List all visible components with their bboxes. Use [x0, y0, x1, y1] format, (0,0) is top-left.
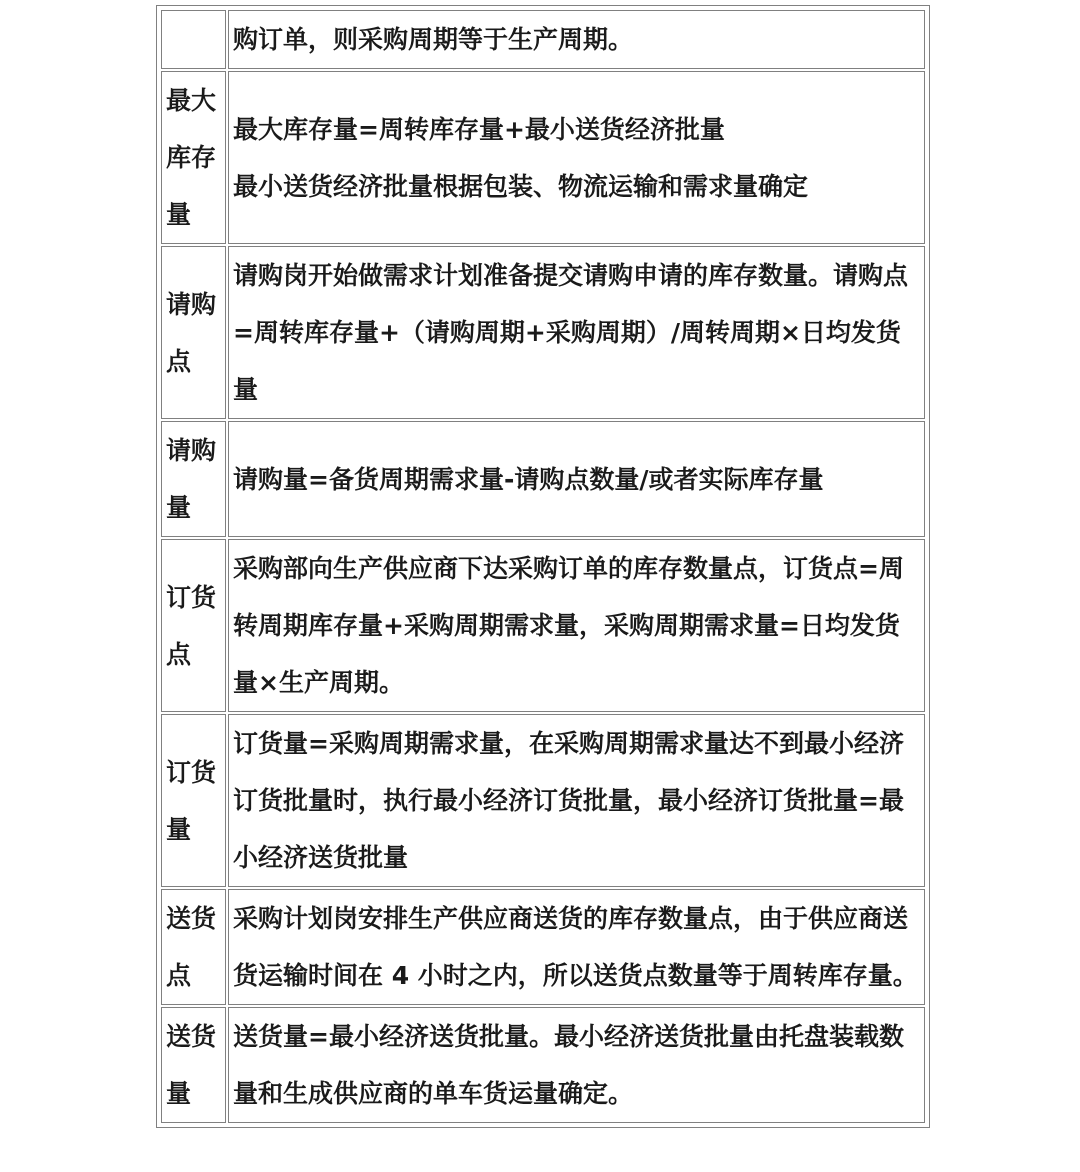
definition-text: 采购部向生产供应商下达采购订单的库存数量点，订货点=周转周期库存量+采购周期需求量，采购周期需求量=日均发货量×生产周期。: [233, 554, 904, 697]
term-cell: 请购点: [161, 246, 226, 419]
definition-cell: [228, 714, 925, 887]
term-cell: 送货点: [161, 889, 226, 1005]
term-cell: 最大库存量: [161, 71, 226, 244]
definition-cell: [228, 10, 925, 69]
table-row: [161, 1007, 925, 1123]
term-cell: 请购量: [161, 421, 226, 537]
definition-cell: [228, 1007, 925, 1123]
definition-cell: [228, 421, 925, 537]
definition-text: 购订单，则采购周期等于生产周期。: [233, 25, 634, 54]
table-row: [161, 539, 925, 712]
definition-text: 请购量=备货周期需求量-请购点数量/或者实际库存量: [233, 464, 824, 494]
table-row: [161, 10, 925, 69]
table-row: [161, 714, 925, 887]
definition-table: [159, 8, 927, 1125]
definition-text: 订货量=采购周期需求量，在采购周期需求量达不到最小经济订货批量时，执行最小经济订货批量，最小经济订货批量=最小经济送货批量: [233, 729, 904, 872]
definition-table-frame: [156, 5, 930, 1128]
term-cell: 订货点: [161, 539, 226, 712]
table-row: [161, 71, 925, 244]
table-row: [161, 421, 925, 537]
definition-text: 采购计划岗安排生产供应商送货的库存数量点，由于供应商送货运输时间在 4 小时之内，所以送货点数量等于周转库存量。: [233, 904, 918, 990]
term-cell: [161, 10, 226, 69]
definition-text: 请购岗开始做需求计划准备提交请购申请的库存数量。请购点=周转库存量+（请购周期+采购周期）/周转周期×日均发货量: [233, 261, 909, 404]
definition-cell: [228, 539, 925, 712]
term-cell: 订货量: [161, 714, 226, 887]
definition-cell: [228, 246, 925, 419]
definition-text: 最小送货经济批量根据包装、物流运输和需求量确定: [233, 171, 809, 201]
definition-text: 最大库存量=周转库存量+最小送货经济批量: [233, 114, 725, 144]
definition-text: 送货量=最小经济送货批量。最小经济送货批量由托盘装载数量和生成供应商的单车货运量确定。: [233, 1022, 904, 1108]
definition-cell: [228, 889, 925, 1005]
term-cell: 送货量: [161, 1007, 226, 1123]
table-row: [161, 246, 925, 419]
definition-cell: [228, 71, 925, 244]
table-row: [161, 889, 925, 1005]
